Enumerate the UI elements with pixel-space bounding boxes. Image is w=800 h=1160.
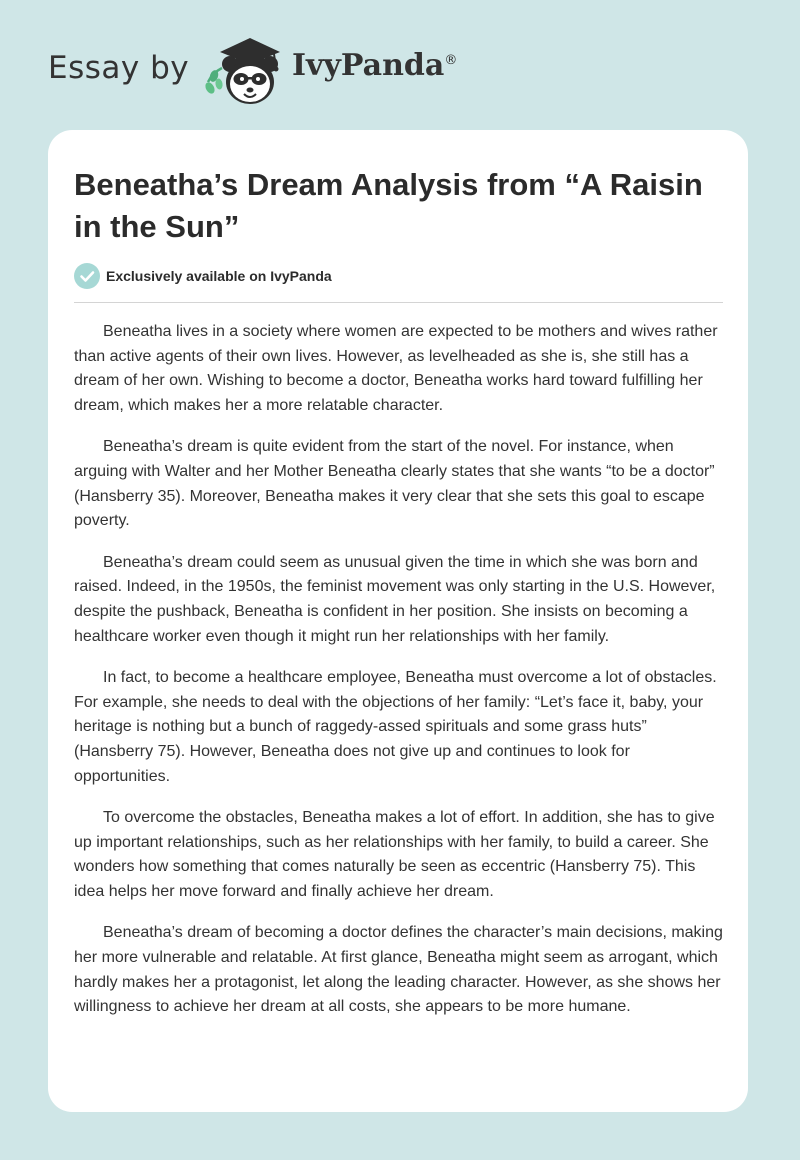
essay-card (48, 130, 748, 1112)
essay-title: Beneatha’s Dream Analysis from “A Raisin in the Sun” (74, 167, 703, 244)
paragraph-5: To overcome the obstacles, Beneatha makes a lot of effort. In addition, she has to give up important relationships, such as her relationships with her family, to build a career. She wonders how something that comes naturally be seen as eccentric (Hansberry 75). This idea helps her move forward and finally achieve her dream. (74, 809, 715, 900)
paragraph-4: In fact, to become a healthcare employee, Beneatha must overcome a lot of obstacles. For example, she needs to deal with the objections of her family: “Let’s face it, baby, your heritage is nothing but a bunch of raggedy-assed spirituals and some grass huts” (Hansberry 75). However, Beneatha does not give up and continues to look for opportunities. (74, 669, 717, 785)
essay-body (74, 320, 726, 1037)
brand-name-text: IvyPanda (292, 48, 445, 83)
site-header (48, 30, 468, 110)
brand-name[interactable] (292, 48, 457, 83)
exclusive-badge-label: Exclusively available on IvyPanda (106, 268, 332, 284)
registered-mark: ® (444, 53, 458, 68)
paragraph-3: Beneatha’s dream could seem as unusual given the time in which she was born and raised. Indeed, in the 1950s, the feminist movement was only starting in the U.S. However, despite the pushback, Beneatha is confident in her position. She insists on becoming a healthcare worker even though it might run her relationships with her family. (74, 553, 716, 645)
check-circle-icon (74, 263, 100, 289)
paragraph-2: Beneatha’s dream is quite evident from the start of the novel. For instance, when arguing with Walter and her Mother Beneatha clearly states that she wants “to be a doctor” (Hansberry 35). Moreover, Beneatha makes it very clear that she sets this goal to escape poverty. (74, 438, 715, 530)
panda-graduate-logo-icon[interactable] (200, 30, 292, 110)
essay-by-label: Essay by (48, 50, 190, 86)
paragraph-1: Beneatha lives in a society where women are expected to be mothers and wives rather than active agents of their own lives. However, as levelheaded as she is, she still has a dream of her own. Wishing to become a doctor, Beneatha works hard toward fulfilling her dream, which makes her a more relatable character. (74, 323, 718, 414)
title-divider (74, 302, 723, 303)
exclusive-badge (74, 263, 714, 291)
paragraph-6: Beneatha’s dream of becoming a doctor defines the character’s main decisions, making her more vulnerable and relatable. At first glance, Beneatha might seem as arrogant, which hardly makes her a protagonist, let along the leading character. However, as she shows her willingness to achieve her dream at all costs, she appears to be more humane. (74, 924, 723, 1016)
